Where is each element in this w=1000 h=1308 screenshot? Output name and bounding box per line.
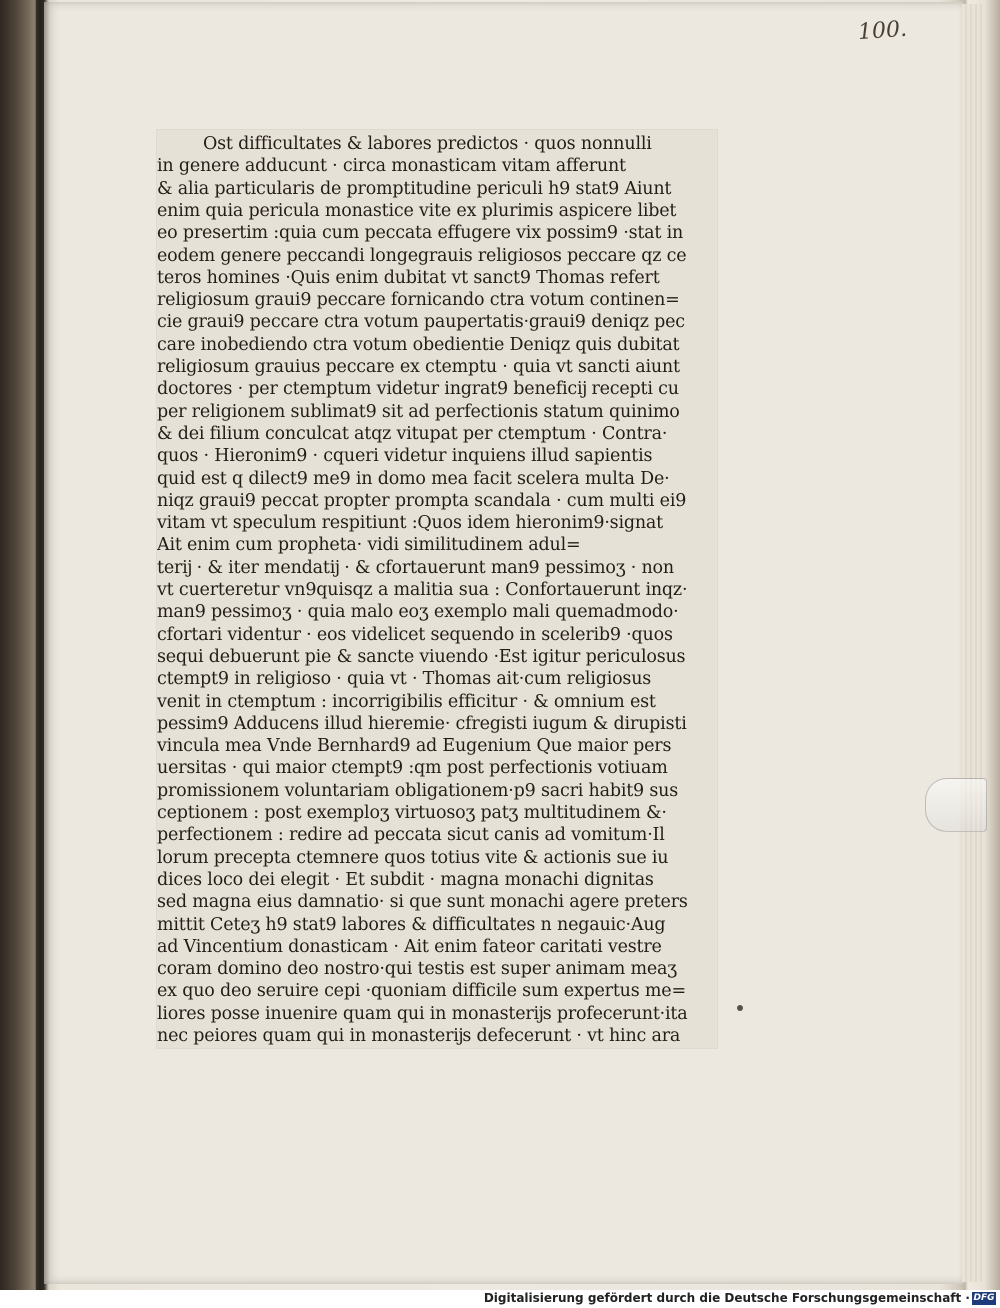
footer-bar (0, 1290, 1000, 1308)
text-line: teros homines ·Quis enim dubitat vt sanct9 Thomas refert (157, 267, 660, 288)
footer-credit: Digitalisierung gefördert durch die Deutsche Forschungsgemeinschaft · (483, 1291, 970, 1305)
page-stack-edge (962, 4, 984, 1282)
text-line: liores posse inuenire quam qui in monasterĳs profecerunt·ita (157, 1003, 688, 1024)
binding-shadow (36, 0, 50, 1290)
text-line: cie graui9 peccare ctra votum paupertatis·graui9 deniqz pec (157, 312, 685, 333)
text-line: terĳ · & iter mendatĳ · & cfortauerunt man9 pessimoʒ · non (157, 557, 674, 578)
text-block (157, 130, 717, 1048)
text-line: eodem genere peccandi longegrauis religiosos peccare qz ce (157, 245, 687, 266)
text-line: care inobediendo ctra votum obedientie Deniqz quis dubitat (157, 334, 680, 355)
text-line: & dei filium conculcat atqz vitupat per ctemptum · Contra· (157, 423, 668, 444)
text-line: lorum precepta ctemnere quos totius vite & actionis sue iu (157, 847, 669, 868)
text-line: uersitas · qui maior ctempt9 :qm post perfectionis votiuam (157, 758, 668, 779)
text-line: & alia particularis de promptitudine periculi h9 stat9 Aiunt (157, 178, 672, 199)
text-line: religiosum graui9 peccare fornicando ctra votum continen= (157, 290, 680, 311)
text-line: quid est q dilect9 me9 in domo mea facit scelera multa De· (157, 468, 670, 489)
text-line: eo presertim :quia cum peccata effugere vix possim9 ·stat in (157, 223, 684, 244)
text-line: coram domino deo nostro·qui testis est super animam meaʒ (157, 959, 677, 980)
text-line: ceptionem : post exemploʒ virtuosoʒ patʒ multitudinem &· (157, 803, 667, 823)
text-line: mittit Ceteʒ h9 stat9 labores & difficultates n negauic·Aug (157, 914, 666, 935)
ink-dot (737, 1005, 743, 1011)
text-line: nec peiores quam qui in monasterĳs defecerunt · vt hinc ara (157, 1026, 681, 1046)
text-line: ctempt9 in religioso · quia vt · Thomas ait·cum religiosus (157, 669, 652, 690)
text-line: man9 pessimoʒ · quia malo eoʒ exemplo mali quemadmodo· (157, 602, 679, 623)
adjacent-page-edge (0, 0, 40, 1290)
text-line: in genere adducunt · circa monasticam vitam afferunt (157, 156, 626, 177)
text-line: vt cuerteretur vn9quisqz a malitia sua : Confortauerunt inqz· (157, 580, 688, 600)
text-line: ex quo deo seruire cepi ·quoniam difficile sum expertus me= (157, 981, 686, 1002)
text-line: vitam vt speculum respitiunt :Quos idem hieronim9·signat (157, 513, 663, 534)
text-line: religiosum grauius peccare ex ctemptu · quia vt sancti aiunt (157, 357, 680, 377)
text-line: cfortari videntur · eos videlicet sequendo in scelerib9 ·quos (157, 624, 673, 645)
text-line: vincula mea Vnde Bernhard9 ad Eugenium Que maior pers (157, 736, 672, 757)
text-line: enim quia pericula monastice vite ex plurimis aspicere libet (157, 200, 677, 221)
page-clip (925, 778, 987, 832)
text-line: promissionem voluntariam obligationem·p9 sacri habit9 sus (157, 780, 678, 801)
text-line: Ait enim cum propheta· vidi similitudinem adul= (157, 535, 581, 556)
text-line: ad Vincentium donasticam · Ait enim fateor caritati vestre (157, 936, 662, 957)
dfg-logo-icon: DFG (973, 1293, 995, 1303)
text-line: per religionem sublimat9 sit ad perfectionis statum quinimo (157, 401, 680, 422)
text-line: pessim9 Adducens illud hieremie· cfregisti iugum & dirupisti (157, 713, 687, 734)
text-line: Ost difficultates & labores predictos · quos nonnulli (203, 134, 652, 154)
text-line: perfectionem : redire ad peccata sicut canis ad vomitum·Il (157, 825, 665, 846)
folio-number: 100. (857, 16, 908, 46)
text-line: quos · Hieronim9 · cqueri videtur inquiens illud sapientis (157, 446, 653, 467)
text-line: sed magna eius damnatio· si que sunt monachi agere preters (157, 892, 688, 913)
text-line: sequi debuerunt pie & sancte viuendo ·Est igitur periculosus (157, 646, 686, 667)
text-line: venit in ctemptum : incorrigibilis efficitur · & omnium est (157, 691, 656, 712)
text-line: doctores · per ctemptum videtur ingrat9 beneficĳ recepti cu (157, 379, 679, 400)
text-line: dices loco dei elegit · Et subdit · magna monachi dignitas (157, 869, 654, 890)
text-line: niqz graui9 peccat propter prompta scandala · cum multi ei9 (157, 490, 687, 511)
